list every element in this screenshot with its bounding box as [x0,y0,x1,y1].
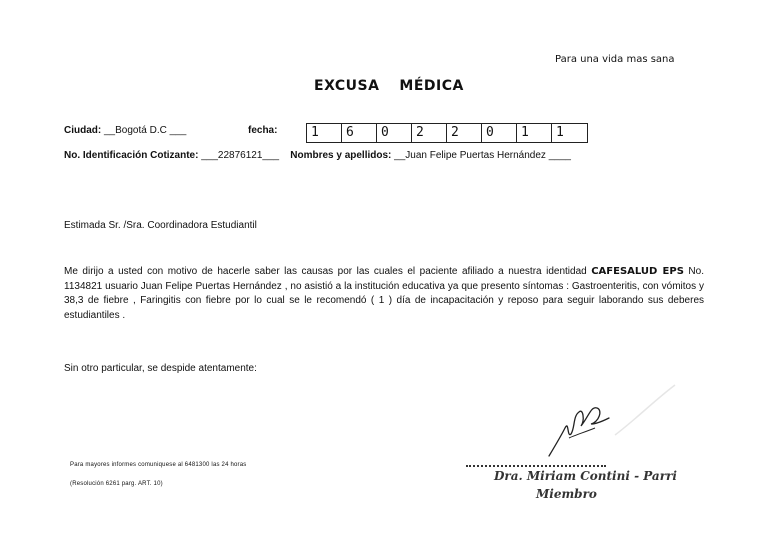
date-digit: 1 [517,124,552,142]
date-digit: 0 [482,124,517,142]
id-value: ___22876121___ [201,150,280,161]
identification-row [64,150,571,161]
name-label: Nombres y apellidos: [290,150,392,161]
name-value: __Juan Felipe Puertas Hernández ____ [394,150,571,161]
letter-body [64,265,704,323]
date-boxes [306,123,588,143]
city-label: Ciudad: [64,125,102,136]
date-label: fecha: [248,125,278,136]
date-digit: 2 [412,124,447,142]
date-digit: 1 [307,124,342,142]
faint-mark [610,380,680,440]
title-word-medica: MÉDICA [399,78,464,94]
footer-resolution: (Resolución 6261 parg. ART. 10) [70,481,163,487]
closing-line: Sin otro particular, se despide atentamente: [64,363,257,374]
title-word-excusa: EXCUSA [314,78,380,94]
city-field [64,125,186,136]
tagline: Para una vida mas sana [555,54,675,65]
date-digit: 6 [342,124,377,142]
signer-name: Dra. Miriam Contini - Parri [494,469,677,483]
document-title [314,78,464,94]
date-digit: 1 [556,125,564,140]
id-label: No. Identificación Cotizante: [64,150,199,161]
date-digit: 2 [447,124,482,142]
body-text-part2: No. 1134821 usuario Juan Felipe Puertas Hernández , no asistió a la institución educativa ya que presento síntomas : Gastroenteritis, con vómitos y 38,3 de fiebre , Faringitis con fiebre por lo cual se le recomendó ( 1 ) día de incapacitación y reposo para seguir laborando sus deberes estudiantiles . [64,266,704,321]
signer-role: Miembro [536,487,597,501]
signature-line [466,465,606,467]
date-digit: 0 [377,124,412,142]
greeting: Estimada Sr. /Sra. Coordinadora Estudiantil [64,220,257,231]
city-value: __Bogotá D.C ___ [104,125,187,136]
brand-name: CAFESALUD EPS [591,266,684,277]
handwritten-signature [545,398,615,460]
footer-info: Para mayores informes comuniquese al 6481300 las 24 horas [70,462,247,468]
body-text-part1: Me dirijo a usted con motivo de hacerle saber las causas por las cuales el paciente afiliado a nuestra identidad [64,266,592,277]
